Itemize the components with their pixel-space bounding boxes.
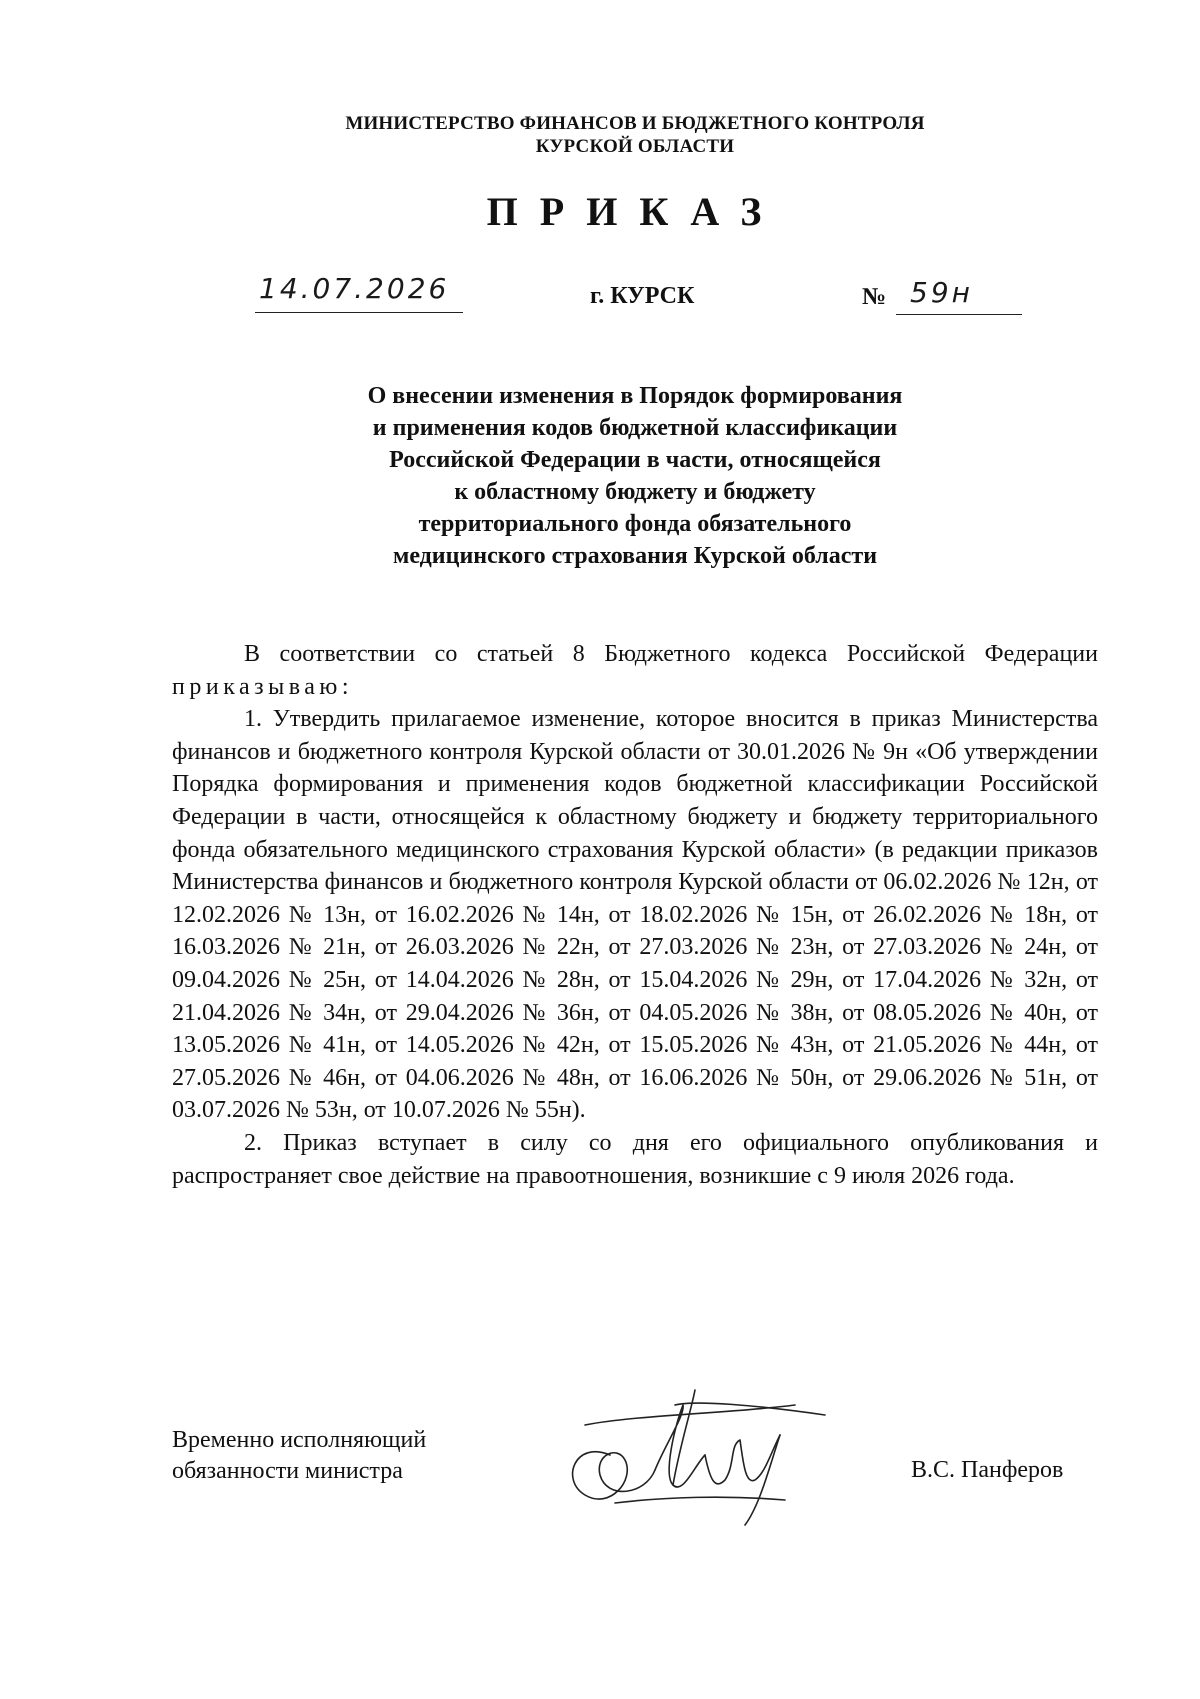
intro-order-word: приказываю: [172, 673, 354, 700]
title-line: медицинского страхования Курской области [392, 543, 878, 569]
document-city: г. КУРСК [590, 283, 695, 309]
signatory-position-line1: Временно исполняющий [172, 1427, 427, 1453]
ministry-name [0, 112, 1200, 158]
document-date-field [255, 272, 463, 313]
ministry-name-line2: КУРСКОЙ ОБЛАСТИ [535, 136, 735, 157]
number-underline [896, 278, 1022, 315]
title-line: к областному бюджету и бюджету [454, 479, 816, 505]
signatory-name: В.С. Панферов [911, 1457, 1064, 1483]
item-2-paragraph: 2. Приказ вступает в силу со дня его официального опубликования и распространяет свое действие на правоотношения, возникшие с 9 июля 2026 года. [172, 1129, 1098, 1189]
document-body [172, 638, 1098, 1192]
title-line: и применения кодов бюджетной классификации [372, 415, 898, 441]
document-number-field [862, 278, 1022, 318]
document-title [0, 380, 1200, 572]
document-type-heading: ПРИКАЗ [486, 189, 784, 234]
signatory-position [172, 1425, 426, 1487]
handwritten-signature-icon [555, 1385, 835, 1535]
intro-text: В соответствии со статьей 8 Бюджетного кодекса Российской Федерации [244, 641, 1098, 667]
intro-paragraph [172, 638, 1098, 703]
title-line: территориального фонда обязательного [418, 511, 852, 537]
number-sign: № [862, 284, 887, 310]
ministry-name-line1: МИНИСТЕРСТВО ФИНАНСОВ И БЮДЖЕТНОГО КОНТРОЛЯ [345, 113, 925, 134]
signatory-position-line2: обязанности министра [172, 1458, 403, 1484]
item-1-paragraph: 1. Утвердить прилагаемое изменение, которое вносится в приказ Министерства финансов и бюджетного контроля Курской области от 30.01.2026 № 9н «Об утверждении Порядка формирования и применения кодов бюджетной классификации Российской Федерации в части, относящейся к областному бюджету и бюджету территориального фонда обязательного медицинского страхования Курской области» (в редакции приказов Министерства финансов и бюджетного контроля Курской области от 06.02.2026 № 12н, от 12.02.2026 № 13н, от 16.02.2026 № 14н, от 18.02.2026 № 15н, от 26.02.2026 № 18н, от 16.03.2026 № 21н, от 26.03.2026 № 22н, от 27.03.2026 № 23н, от 27.03.2026 № 24н, от 09.04.2026 № 25н, от 14.04.2026 № 28н, от 15.04.2026 № 29н, от 17.04.2026 № 32н, от 21.04.2026 № 34н, от 29.04.2026 № 36н, от 04.05.2026 № 38н, от 08.05.2026 № 40н, от 13.05.2026 № 41н, от 14.05.2026 № 42н, от 15.05.2026 № 43н, от 21.05.2026 № 44н, от 27.05.2026 № 46н, от 04.06.2026 № 48н, от 16.06.2026 № 50н, от 29.06.2026 № 51н, от 03.07.2026 № 53н, от 10.07.2026 № 55н). [172, 706, 1098, 1124]
document-date: 14.07.2026 [259, 272, 450, 305]
title-line: Российской Федерации в части, относящейся [389, 447, 881, 473]
document-number: 59н [910, 276, 973, 309]
title-line: О внесении изменения в Порядок формирования [367, 383, 903, 409]
